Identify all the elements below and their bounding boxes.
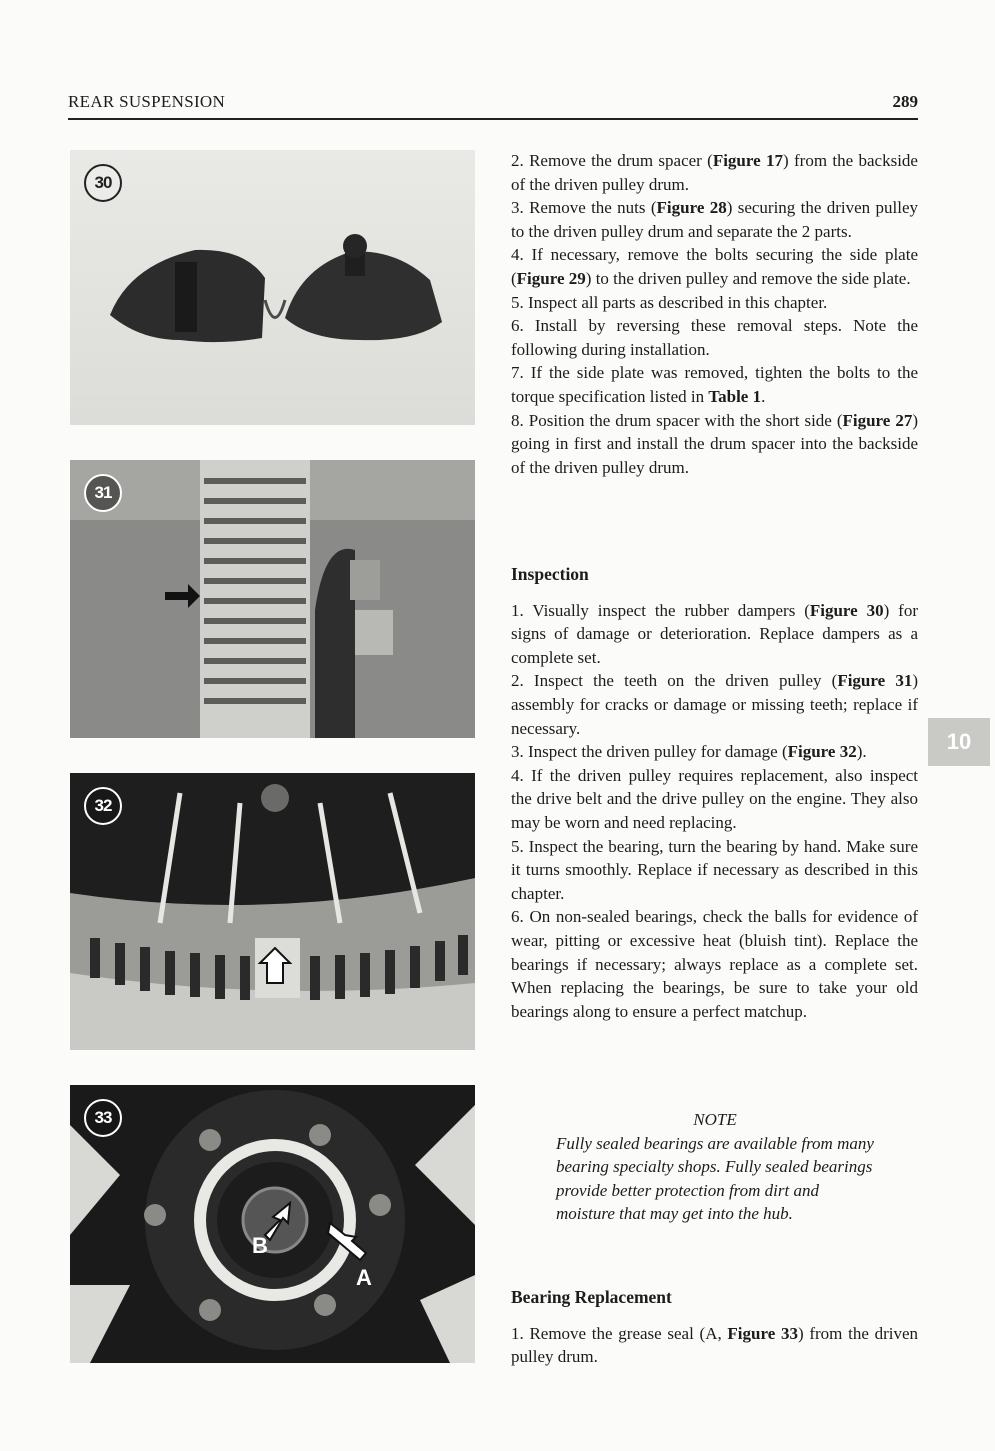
step-text: Remove the nuts ( — [529, 198, 657, 218]
step-paragraph — [511, 740, 918, 764]
step-number: 3. — [511, 742, 528, 762]
step-text: ) going in first and install the drum spacer into the backside of the driven pulley drum. — [511, 410, 919, 477]
step-number: 6. — [511, 907, 530, 927]
figure-32-pulley-damage — [70, 773, 475, 1050]
step-text: ) for signs of damage or deterioration. Replace dampers as a complete set. — [511, 600, 918, 667]
figure-label-32: 32 — [84, 787, 122, 825]
step-paragraph — [511, 291, 918, 315]
step-text: If the side plate was removed, tighten the bolts to the torque specification listed in — [511, 363, 919, 406]
inspection-section — [511, 563, 918, 1023]
step-number: 5. — [511, 292, 528, 312]
figure-32-photo — [70, 773, 475, 1050]
page-number: 289 — [892, 92, 918, 111]
step-text: Inspect the teeth on the driven pulley ( — [533, 671, 838, 691]
bearing-replacement-section — [511, 1286, 918, 1369]
step-paragraph — [511, 243, 918, 290]
step-text: ) assembly for cracks or damage or missing teeth; replace if necessary. — [511, 671, 918, 738]
step-number: 1. — [511, 1323, 530, 1343]
step-number: 5. — [511, 836, 529, 856]
chapter-tab: 10 — [928, 718, 990, 766]
figure-31-pulley-teeth — [70, 460, 475, 738]
step-paragraph — [511, 835, 918, 906]
figure-reference: Figure 17 — [712, 151, 784, 170]
bearing-replacement-heading: Bearing Replacement — [511, 1287, 672, 1307]
figure-label-30: 30 — [84, 164, 122, 202]
step-text: Inspect the driven pulley for damage ( — [528, 742, 788, 762]
step-number: 2. — [511, 151, 530, 170]
step-text: Install by reversing these removal steps. Note the following during installation. — [511, 316, 919, 359]
figure-reference: Figure 27 — [842, 410, 913, 430]
figure-reference: Figure 32 — [787, 742, 857, 762]
figure-reference: Figure 29 — [516, 268, 586, 288]
step-number: 3. — [511, 198, 530, 218]
callout-a: A — [356, 1265, 372, 1290]
figure-30-photo — [70, 150, 475, 425]
note-heading: NOTE — [693, 1110, 737, 1129]
note-box — [556, 1108, 874, 1226]
callout-b: B — [252, 1233, 268, 1258]
step-text: Visually inspect the rubber dampers ( — [532, 600, 810, 620]
step-text: ) from the backside of the driven pulley drum. — [511, 151, 918, 194]
step-text: ) to the driven pulley and remove the side plate. — [585, 268, 911, 288]
step-paragraph — [511, 669, 918, 740]
inspection-heading: Inspection — [511, 564, 589, 584]
step-number: 6. — [511, 316, 535, 336]
figure-30-rubber-dampers — [70, 150, 475, 425]
step-text: On non-sealed bearings, check the balls for evidence of wear, pitting or excessive heat (bluish tint). Replace the bearings if necessary; always replace as a complete set. When replacing the bearings, be sure to take your old bearings along to ensure a perfect matchup. — [511, 907, 919, 1021]
step-number: 7. — [511, 363, 531, 383]
inspection-step-list — [511, 599, 918, 1024]
note-text: Fully sealed bearings are available from many bearing specialty shops. Fully sealed bearings provide better protection from dirt and moisture that may get into the hub. — [556, 1133, 874, 1224]
step-paragraph — [511, 196, 918, 243]
step-text: Position the drum spacer with the short side ( — [528, 410, 843, 430]
step-number: 1. — [511, 600, 533, 620]
figure-reference: Figure 33 — [727, 1323, 798, 1343]
step-paragraph — [511, 905, 918, 1023]
step-paragraph — [511, 149, 918, 196]
step-paragraph — [511, 314, 918, 361]
step-number: 2. — [511, 671, 534, 691]
figure-reference: Figure 28 — [656, 198, 727, 218]
step-paragraph — [511, 599, 918, 670]
figure-33-grease-seal — [70, 1085, 475, 1363]
step-text: Inspect the bearing, turn the bearing by hand. Make sure it turns smoothly. Replace if necessary as described in this chapter. — [511, 836, 918, 903]
step-text: Inspect all parts as described in this chapter. — [528, 292, 828, 312]
step-number: 4. — [511, 245, 532, 265]
step-text: ). — [856, 742, 867, 762]
figure-33-photo — [70, 1085, 475, 1363]
step-number: 8. — [511, 410, 529, 430]
figure-reference: Table 1 — [708, 386, 762, 406]
step-text: ) from the driven pulley drum. — [511, 1323, 918, 1367]
step-text: If necessary, remove the bolts securing the side plate ( — [511, 245, 918, 288]
step-paragraph — [511, 1322, 918, 1369]
running-title: REAR SUSPENSION — [68, 92, 226, 111]
step-paragraph — [511, 409, 918, 480]
step-text: . — [761, 386, 766, 406]
step-text: ) securing the driven pulley to the driven pulley drum and separate the 2 parts. — [511, 198, 919, 241]
figure-reference: Figure 30 — [809, 600, 884, 620]
figure-reference: Figure 31 — [837, 671, 913, 691]
step-paragraph — [511, 361, 918, 408]
figure-label-31: 31 — [84, 474, 122, 512]
page-header — [68, 92, 918, 120]
removal-steps — [511, 149, 918, 479]
step-number: 4. — [511, 765, 532, 785]
figure-label-33: 33 — [84, 1099, 122, 1137]
removal-step-list — [511, 149, 918, 479]
figure-31-photo — [70, 460, 475, 738]
step-text: Remove the drum spacer ( — [529, 151, 713, 170]
step-text: Remove the grease seal (A, — [529, 1323, 728, 1343]
bearing-step-list — [511, 1322, 918, 1369]
step-paragraph — [511, 764, 918, 835]
step-text: If the driven pulley requires replacement, also inspect the drive belt and the drive pulley on the engine. They also may be worn and need replacing. — [511, 765, 919, 832]
